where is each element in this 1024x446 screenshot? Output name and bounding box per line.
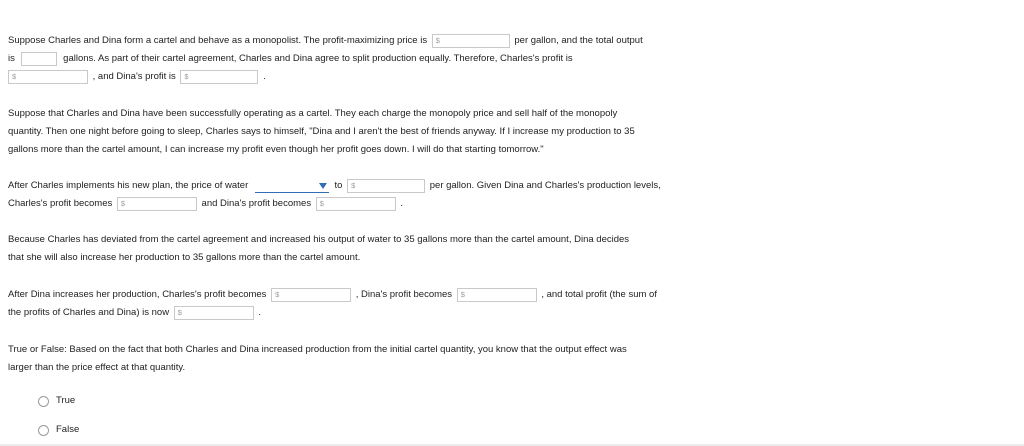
q2-text: Charles's profit becomes: [8, 198, 113, 209]
charles-final-profit-input[interactable]: [271, 288, 351, 302]
dollar-sign: $: [351, 181, 356, 190]
dollar-sign: $: [275, 290, 280, 299]
dina-cartel-profit-input[interactable]: [180, 70, 258, 84]
true-option[interactable]: [38, 394, 75, 409]
q2-text: After Charles implements his new plan, the price of water: [8, 180, 249, 191]
q2-line-1: [8, 179, 661, 194]
dina-deviation-profit-input[interactable]: [316, 197, 396, 211]
q3-text: , Dina's profit becomes: [355, 289, 453, 300]
dollar-sign: $: [184, 72, 189, 81]
q1-text: Suppose Charles and Dina form a cartel and behave as a monopolist. The profit-maximizing price is: [8, 35, 428, 46]
dollar-sign: $: [12, 72, 17, 81]
q3-text: the profits of Charles and Dina) is now: [8, 307, 170, 318]
scenario-text: gallons more than the cartel amount, I can increase my profit even though her profit goes down. I will do that starting tomorrow.": [8, 144, 544, 155]
q1-text: is: [8, 53, 15, 64]
false-radio[interactable]: [38, 425, 49, 436]
q3-line-1: [8, 288, 657, 303]
chevron-down-icon: [319, 183, 327, 189]
q4-text: larger than the price effect at that quantity.: [8, 362, 186, 373]
q1-line-2: [8, 52, 573, 67]
q3-line-2: [8, 306, 261, 321]
dollar-sign: $: [435, 36, 440, 45]
q1-text: gallons. As part of their cartel agreement, Charles and Dina agree to split production equally. Therefore, Charles's profit is: [63, 53, 573, 64]
monopoly-price-input[interactable]: [432, 34, 510, 48]
q3-text: .: [258, 307, 261, 318]
price-direction-dropdown[interactable]: [255, 180, 329, 193]
charles-deviation-profit-input[interactable]: [117, 197, 197, 211]
q1-text: , and Dina's profit is: [92, 71, 176, 82]
q4-text: True or False: Based on the fact that both Charles and Dina increased production from the initial cartel quantity, you know that the output effect was: [8, 344, 627, 355]
q3-text: After Dina increases her production, Charles's profit becomes: [8, 289, 267, 300]
q2-text: per gallon. Given Dina and Charles's production levels,: [429, 180, 661, 191]
q2-text: and Dina's profit becomes: [201, 198, 312, 209]
q2-line-2: [8, 197, 403, 212]
dollar-sign: $: [460, 290, 465, 299]
q2-text: .: [400, 198, 403, 209]
q1-text: .: [263, 71, 266, 82]
q1-line-1: [8, 34, 643, 49]
q3-text: , and total profit (the sum of: [541, 289, 657, 300]
dollar-sign: $: [177, 308, 182, 317]
new-price-input[interactable]: [347, 179, 425, 193]
scenario-text: Suppose that Charles and Dina have been successfully operating as a cartel. They each charge the monopoly price and sell half of the monopoly: [8, 108, 618, 119]
scenario-text: quantity. Then one night before going to sleep, Charles says to himself, "Dina and I aren't the best of friends anyway. If I increase my production to 35: [8, 126, 635, 137]
dollar-sign: $: [319, 199, 324, 208]
total-output-input[interactable]: [21, 52, 57, 66]
q1-line-3: [8, 70, 266, 85]
charles-cartel-profit-input[interactable]: [8, 70, 88, 84]
true-radio[interactable]: [38, 396, 49, 407]
deviation-text: that she will also increase her production to 35 gallons more than the cartel amount.: [8, 252, 361, 263]
total-profit-input[interactable]: [174, 306, 254, 320]
q1-text: per gallon, and the total output: [514, 35, 643, 46]
dollar-sign: $: [120, 199, 126, 208]
true-label: True: [56, 395, 76, 406]
q2-text: to: [334, 180, 343, 191]
false-option[interactable]: [38, 423, 79, 438]
dina-final-profit-input[interactable]: [457, 288, 537, 302]
false-label: False: [56, 424, 80, 435]
deviation-text: Because Charles has deviated from the cartel agreement and increased his output of water to 35 gallons more than the cartel amount, Dina decides: [8, 234, 630, 245]
